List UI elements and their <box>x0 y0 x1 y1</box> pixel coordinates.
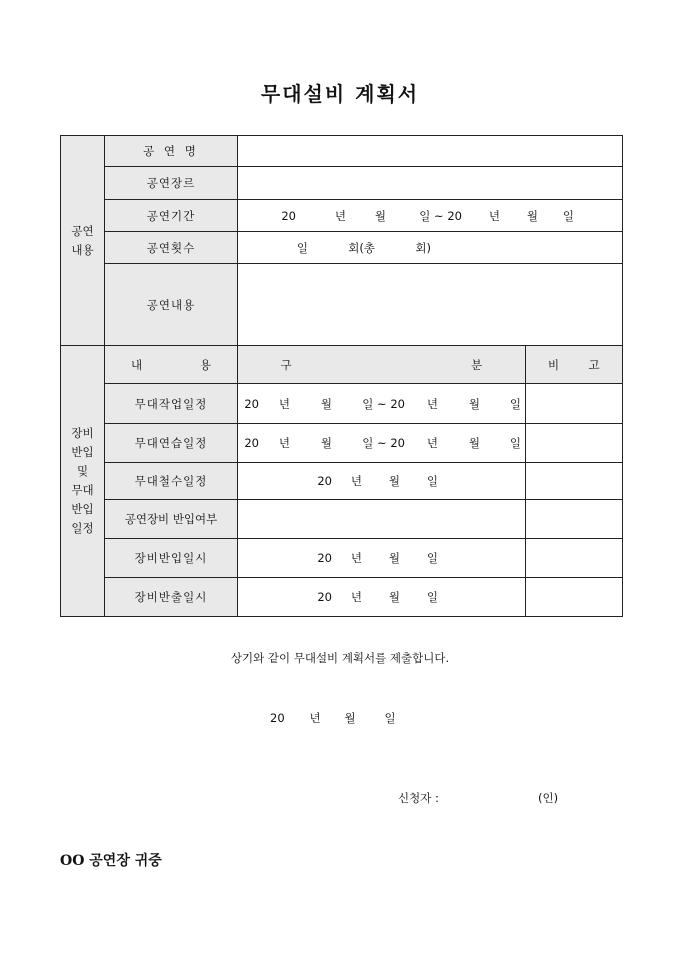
submission-statement: 상기와 같이 무대설비 계획서를 제출합니다. <box>230 651 450 665</box>
plan-form-table <box>60 135 623 617</box>
recipient-line: OO 공연장 귀중 <box>60 853 162 869</box>
field-performance-period[interactable]: 20 년 월 일 ~ 20 년 월 일 <box>238 200 623 232</box>
header-division: 구 분 <box>238 346 526 384</box>
field-stage-rehearsal-date[interactable]: 20 년 월 일 ~ 20 년 월 일 <box>238 424 526 463</box>
label-stage-removal: 무대철수일정 <box>105 463 238 500</box>
applicant-label: 신청자 : <box>398 791 439 805</box>
label-stage-rehearsal: 무대연습일정 <box>105 424 238 463</box>
label-performance-content: 공연내용 <box>105 264 238 346</box>
field-stage-work-remark[interactable] <box>526 384 623 424</box>
label-performance-name: 공 연 명 <box>105 136 238 167</box>
row-equipment-bring <box>61 500 623 539</box>
label-performance-count: 공연횟수 <box>105 232 238 264</box>
field-equipment-bring[interactable] <box>238 500 526 539</box>
field-performance-genre[interactable] <box>238 167 623 200</box>
field-equipment-out-remark[interactable] <box>526 578 623 617</box>
field-equipment-out-date[interactable]: 20 년 월 일 <box>238 578 526 617</box>
label-performance-genre: 공연장르 <box>105 167 238 200</box>
field-equipment-bring-remark[interactable] <box>526 500 623 539</box>
row-performance-period <box>61 200 623 232</box>
row-performance-genre <box>61 167 623 200</box>
row-schedule-header <box>61 346 623 384</box>
field-performance-name[interactable] <box>238 136 623 167</box>
row-performance-count <box>61 232 623 264</box>
field-equipment-in-remark[interactable] <box>526 539 623 578</box>
row-stage-work <box>61 384 623 424</box>
label-equipment-in: 장비반입일시 <box>105 539 238 578</box>
section-schedule-label: 장비 반입 및 무대 반입 일정 <box>61 346 105 617</box>
row-equipment-in <box>61 539 623 578</box>
field-stage-work-date[interactable]: 20 년 월 일 ~ 20 년 월 일 <box>238 384 526 424</box>
field-equipment-in-date[interactable]: 20 년 월 일 <box>238 539 526 578</box>
seal-mark: (인) <box>538 791 559 805</box>
row-equipment-out <box>61 578 623 617</box>
field-stage-removal-remark[interactable] <box>526 463 623 500</box>
field-performance-count[interactable]: 일 회(총 회) <box>238 232 623 264</box>
field-stage-removal-date[interactable]: 20 년 월 일 <box>238 463 526 500</box>
label-equipment-out: 장비반출일시 <box>105 578 238 617</box>
row-performance-name <box>61 136 623 167</box>
row-stage-rehearsal <box>61 424 623 463</box>
document-title: 무대설비 계획서 <box>260 82 420 106</box>
date-line: 20 년 월 일 <box>270 711 396 725</box>
row-performance-content <box>61 264 623 346</box>
row-stage-removal <box>61 463 623 500</box>
header-content: 내 용 <box>105 346 238 384</box>
field-stage-rehearsal-remark[interactable] <box>526 424 623 463</box>
header-remark: 비 고 <box>526 346 623 384</box>
section-performance-label: 공연 내용 <box>61 136 105 346</box>
label-stage-work: 무대작업일정 <box>105 384 238 424</box>
field-performance-content[interactable] <box>238 264 623 346</box>
label-performance-period: 공연기간 <box>105 200 238 232</box>
label-equipment-bring: 공연장비 반입여부 <box>105 500 238 539</box>
